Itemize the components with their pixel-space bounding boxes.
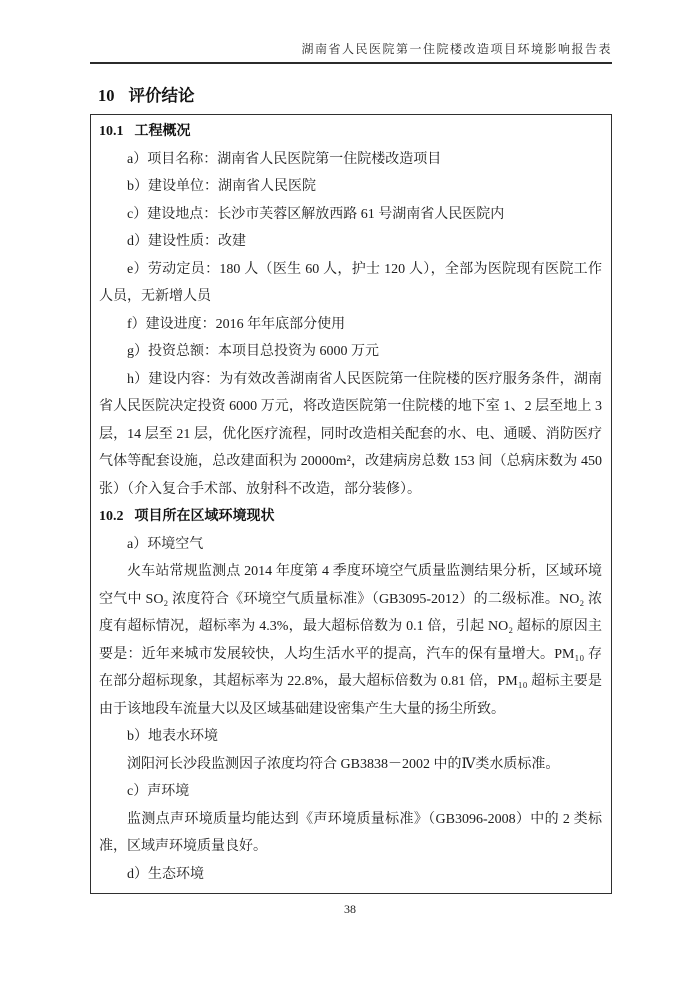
item-d-nature: d）建设性质：改建 (127, 234, 246, 249)
subsection-title-10-2 (99, 503, 602, 531)
subsection-number: 10.2 (99, 509, 124, 524)
subsection-title-10-1 (99, 118, 602, 146)
chapter-number: 10 (98, 86, 115, 105)
item-a-project-name: a）项目名称：湖南省人民医院第一住院楼改造项目 (127, 151, 442, 167)
header-divider (90, 62, 612, 64)
item-f-schedule: f）建设进度：2016 年年底部分使用 (127, 316, 346, 332)
item-g-investment: g）投资总额：本项目总投资为 6000 万元 (127, 344, 379, 359)
item-c-location: c）建设地点：长沙市芙蓉区解放西路 61 号湖南省人民医院内 (127, 206, 505, 222)
chapter-title: 评价结论 (128, 86, 195, 105)
item-e-staffing: e）劳动定员：180 人（医生 60 人，护士 120 人），全部为医院现有医院工作人员，无新增人员 (99, 261, 602, 304)
running-header: 湖南省人民医院第一住院楼改造项目环境影响报告表 (301, 42, 612, 56)
item-h-content: h）建设内容：为有效改善湖南省人民医院第一住院楼的医疗服务条件，湖南省人民医院决定投资 6000 万元，将改造医院第一住院楼的地下室 1、2 层至地上 3 层，14 层至 21 层，优化医疗流程，同时改造相关配套的水、电、通暖、消防医疗气体等配套设施，总改建面积为 20000m²，改建病房总数 153 间（总病床数为 450 张）（介入复合手术部、放射科不改造，部分装修）。 (99, 371, 602, 497)
content-table (90, 114, 612, 894)
air-quality-paragraph: 火车站常规监测点 2014 年度第 4 季度环境空气质量监测结果分析，区域环境空气中 SO₂ 浓度符合《环境空气质量标准》（GB3095-2012）的二级标准。NO₂ 浓度有超标情况，超标率为 4.3%，最大超标倍数为 0.1 倍，引起 NO₂ 超标的原因主要是：近年来城市发展较快，人均生活水平的提高，汽车的保有量增大。PM₁₀ 存在部分超标现象，其超标率为 22.8%，最大超标倍数为 0.81 倍，PM₁₀ 超标主要是由于该地段车流量大以及区域基础建设密集产生大量的扬尘所致。 (99, 564, 602, 717)
item-b-construction-unit: b）建设单位：湖南省人民医院 (127, 179, 316, 194)
acoustic-env-paragraph: 监测点声环境质量均能达到《声环境质量标准》（GB3096-2008）中的 2 类标准，区域声环境质量良好。 (99, 811, 602, 854)
surface-water-paragraph: 浏阳河长沙段监测因子浓度均符合 GB3838－2002 中的Ⅳ类水质标准。 (127, 756, 560, 772)
item-a-ambient-air: a）环境空气 (127, 536, 204, 552)
item-b-surface-water: b）地表水环境 (127, 729, 218, 744)
item-c-acoustic-env: c）声环境 (127, 784, 190, 799)
page-number: 38 (344, 902, 356, 916)
subsection-title-text: 工程概况 (134, 124, 191, 139)
subsection-title-text: 项目所在区域环境现状 (134, 509, 275, 524)
subsection-number: 10.1 (99, 124, 124, 139)
item-d-ecological-env: d）生态环境 (127, 866, 204, 882)
chapter-heading (98, 86, 612, 106)
